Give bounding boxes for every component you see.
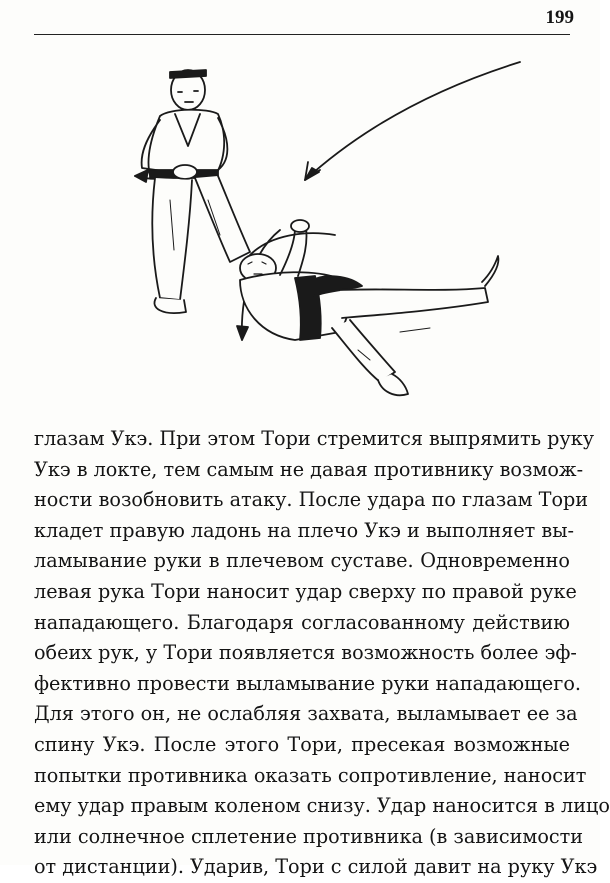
martial-arts-technique-illustration	[90, 50, 530, 410]
body-text	[34, 424, 610, 883]
text-line: спину Укэ. После этого Тори, пресекая возможные	[34, 732, 570, 756]
text-line: левая рука Тори наносит удар сверху по правой руке	[34, 579, 577, 603]
text-line: ламывание руки в плечевом суставе. Одновременно	[34, 549, 570, 573]
tori-standing-figure	[142, 70, 250, 313]
text-line: ему удар правым коленом снизу. Удар наносится в лицо	[34, 794, 610, 818]
page-number: 199	[545, 7, 574, 28]
text-line: Укэ в локте, тем самым не давая противнику возмож-	[34, 457, 584, 481]
text-line: попытки противника оказать сопротивление, наносит	[34, 763, 587, 787]
text-line: фективно провести выламывание руки нападающего.	[34, 671, 581, 695]
text-line: нападающего. Благодаря согласованному действию	[34, 610, 570, 634]
uke-lying-figure	[240, 220, 498, 395]
motion-arrow-large	[305, 62, 520, 180]
text-line: или солнечное сплетение противника (в зависимости	[34, 824, 584, 848]
text-line: глазам Укэ. При этом Тори стремится выпрямить руку	[34, 427, 595, 450]
text-line: ности возобновить атаку. После удара по глазам Тори	[34, 488, 589, 512]
text-line: от дистанции). Ударив, Тори с силой давит на руку Укэ	[34, 855, 598, 879]
text-line: обеих рук, у Тори появляется возможность более эф-	[34, 641, 577, 665]
text-line: кладет правую ладонь на плечо Укэ и выполняет вы-	[34, 518, 574, 542]
text-line: Для этого он, не ослабляя захвата, выламывает ее за	[34, 702, 578, 726]
header-rule	[34, 34, 570, 35]
